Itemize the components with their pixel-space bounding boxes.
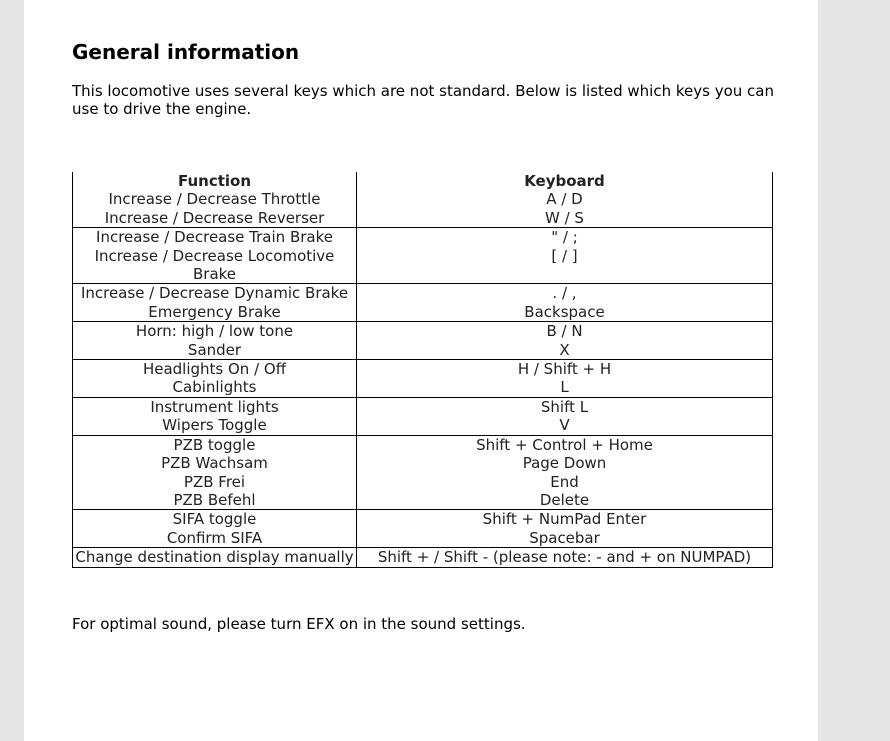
table-row: [73, 284, 773, 303]
table-row: [73, 416, 773, 435]
function-cell: Emergency Brake: [73, 303, 357, 322]
key-cell: A / D: [357, 190, 773, 208]
table-row: [73, 454, 773, 472]
key-cell: Backspace: [357, 303, 773, 322]
key-cell: H / Shift + H: [357, 360, 773, 379]
function-cell: Increase / Decrease Reverser: [73, 209, 357, 228]
column-header-function: Function: [73, 172, 357, 190]
key-cell: End: [357, 473, 773, 491]
function-cell: Increase / Decrease Train Brake: [73, 228, 357, 247]
table-row: [73, 341, 773, 360]
key-cell: Delete: [357, 491, 773, 510]
function-cell: PZB Frei: [73, 473, 357, 491]
function-cell: Increase / Decrease Throttle: [73, 190, 357, 208]
function-cell: Increase / Decrease Dynamic Brake: [73, 284, 357, 303]
column-header-keyboard: Keyboard: [357, 172, 773, 190]
table-row: [73, 473, 773, 491]
table-row: [73, 397, 773, 416]
key-cell: Shift + NumPad Enter: [357, 510, 773, 529]
table-row: [73, 190, 773, 208]
table-header-row: [73, 172, 773, 190]
key-cell: Shift + Control + Home: [357, 435, 773, 454]
key-cell: X: [357, 341, 773, 360]
table-row: [73, 247, 773, 284]
function-cell: Change destination display manually: [73, 548, 357, 567]
function-cell: Headlights On / Off: [73, 360, 357, 379]
table-row: [73, 228, 773, 247]
key-cell: B / N: [357, 322, 773, 341]
key-cell: Page Down: [357, 454, 773, 472]
table-row: [73, 529, 773, 548]
key-cell: [ / ]: [357, 247, 773, 284]
table-row: [73, 322, 773, 341]
function-cell: Instrument lights: [73, 397, 357, 416]
intro-paragraph: This locomotive uses several keys which are not standard. Below is listed which keys you can use to drive the engine.: [72, 82, 774, 118]
function-cell: Horn: high / low tone: [73, 322, 357, 341]
function-cell: PZB Wachsam: [73, 454, 357, 472]
table-row: [73, 378, 773, 397]
key-cell: Shift L: [357, 397, 773, 416]
key-cell: Spacebar: [357, 529, 773, 548]
table-row: [73, 209, 773, 228]
table-row: [73, 510, 773, 529]
document-page: [24, 0, 818, 741]
key-cell: V: [357, 416, 773, 435]
key-cell: " / ;: [357, 228, 773, 247]
function-cell: Wipers Toggle: [73, 416, 357, 435]
key-cell: W / S: [357, 209, 773, 228]
table-row: [73, 548, 773, 567]
key-bindings-table: [72, 172, 773, 568]
table-row: [73, 360, 773, 379]
table-row: [73, 435, 773, 454]
function-cell: Increase / Decrease Locomotive Brake: [73, 247, 357, 284]
function-cell: Cabinlights: [73, 378, 357, 397]
function-cell: Sander: [73, 341, 357, 360]
function-cell: PZB toggle: [73, 435, 357, 454]
key-cell: L: [357, 378, 773, 397]
function-cell: PZB Befehl: [73, 491, 357, 510]
key-cell: Shift + / Shift - (please note: - and + on NUMPAD): [357, 548, 773, 567]
function-cell: Confirm SIFA: [73, 529, 357, 548]
table-row: [73, 303, 773, 322]
page-title: General information: [72, 40, 300, 64]
table-row: [73, 491, 773, 510]
key-cell: . / ,: [357, 284, 773, 303]
function-cell: SIFA toggle: [73, 510, 357, 529]
sound-note: For optimal sound, please turn EFX on in the sound settings.: [72, 615, 526, 633]
